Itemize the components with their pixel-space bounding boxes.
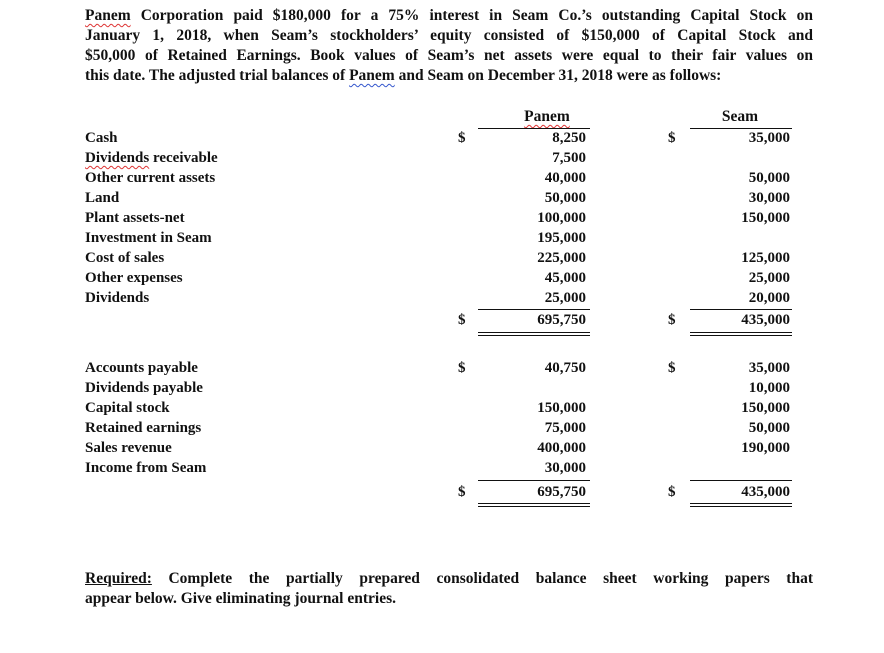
currency-symbol: $ [668,360,676,376]
seam-value-dividends-payable: 10,000 [748,380,790,396]
required-line-2 [85,589,813,609]
intro-panem-word: Panem [85,7,131,24]
intro-line-2 [85,26,813,46]
panem-value-land: 50,000 [544,190,586,206]
row-label-land: Land [85,190,120,206]
total-double-rule-panem-2 [478,335,590,336]
seam-credit-total: 435,000 [741,484,790,500]
total-double-rule-seam-1 [690,332,792,333]
panem-value-accounts-payable: 40,750 [544,360,586,376]
currency-symbol: $ [668,312,676,328]
total-double-rule-seam-2 [690,335,792,336]
seam-value-dividends: 20,000 [748,290,790,306]
required-label: Required: [85,570,152,587]
intro-line-1 [85,6,813,26]
row-label-dividends-word: Dividends [85,150,150,166]
panem-value-dividends-receivable: 7,500 [552,150,586,166]
subtotal-rule-panem-credit [478,480,590,481]
required-instructions [85,569,813,609]
row-label-capital-stock: Capital stock [85,400,170,416]
row-label-retained-earnings: Retained earnings [85,420,202,436]
intro-line-4 [85,66,813,86]
row-label-receivable-word: receivable [149,150,218,166]
intro-line-4-pre: this date. The adjusted trial balances of [85,67,350,84]
currency-symbol: $ [458,360,466,376]
subtotal-rule-panem [478,309,590,310]
required-line-1-text: Complete the partially prepared consolidated balance sheet working papers that [151,570,813,587]
intro-line-1-text: Corporation paid $180,000 for a 75% interest in Seam Co.’s outstanding Capital Stock on [130,7,813,24]
panem-value-plant-assets: 100,000 [537,210,586,226]
panem-debit-total: 695,750 [537,312,586,328]
panem-credit-total: 695,750 [537,484,586,500]
subtotal-rule-seam [690,309,792,310]
row-label-investment-in-seam: Investment in Seam [85,230,212,246]
intro-line-4-post: and Seam on December 31, 2018 were as follows: [394,67,722,84]
seam-value-sales-revenue: 190,000 [741,440,790,456]
currency-symbol: $ [458,312,466,328]
panem-value-income-from-seam: 30,000 [544,460,586,476]
total-double-rule-seam-credit-1 [690,503,792,504]
row-label-accounts-payable: Accounts payable [85,360,198,376]
panem-value-other-current-assets: 40,000 [544,170,586,186]
row-label-sales-revenue: Sales revenue [85,440,172,456]
currency-symbol: $ [458,130,466,146]
panem-value-dividends: 25,000 [544,290,586,306]
intro-line-2-text: January 1, 2018, when Seam’s stockholders’ equity consisted of $150,000 of Capital Stock and [85,27,813,44]
row-label-cost-of-sales: Cost of sales [85,250,165,266]
panem-value-sales-revenue: 400,000 [537,440,586,456]
problem-statement [85,6,813,86]
seam-value-cash: 35,000 [748,130,790,146]
seam-value-capital-stock: 150,000 [741,400,790,416]
panem-value-capital-stock: 150,000 [537,400,586,416]
row-label-dividends-receivable [85,150,218,167]
row-label-plant-assets: Plant assets-net [85,210,185,226]
row-label-other-current-assets: Other current assets [85,170,216,186]
seam-value-other-expenses: 25,000 [748,270,790,286]
intro-line-3 [85,46,813,66]
seam-value-retained-earnings: 50,000 [748,420,790,436]
seam-value-other-current-assets: 50,000 [748,170,790,186]
currency-symbol: $ [668,130,676,146]
currency-symbol: $ [668,484,676,500]
currency-symbol: $ [458,484,466,500]
row-label-income-from-seam: Income from Seam [85,460,207,476]
seam-value-land: 30,000 [748,190,790,206]
panem-value-other-expenses: 45,000 [544,270,586,286]
seam-value-cost-of-sales: 125,000 [741,250,790,266]
total-double-rule-panem-credit-2 [478,506,590,507]
panem-value-cash: 8,250 [552,130,586,146]
seam-debit-total: 435,000 [741,312,790,328]
row-label-cash: Cash [85,130,118,146]
intro-line-4-panem: Panem [349,67,395,84]
required-line-2-text: appear below. Give eliminating journal entries. [85,590,396,607]
total-double-rule-panem-1 [478,332,590,333]
row-label-dividends: Dividends [85,290,150,306]
column-header-seam: Seam [721,108,759,125]
panem-value-cost-of-sales: 225,000 [537,250,586,266]
header-rule-panem [478,128,590,129]
seam-value-plant-assets: 150,000 [741,210,790,226]
header-rule-seam [690,128,792,129]
seam-value-accounts-payable: 35,000 [748,360,790,376]
row-label-dividends-payable: Dividends payable [85,380,203,396]
total-double-rule-seam-credit-2 [690,506,792,507]
panem-value-investment-in-seam: 195,000 [537,230,586,246]
column-header-panem-text: Panem [524,108,570,125]
row-label-other-expenses: Other expenses [85,270,183,286]
column-header-panem [507,108,587,126]
total-double-rule-panem-credit-1 [478,503,590,504]
required-line-1 [85,569,813,589]
intro-line-3-text: $50,000 of Retained Earnings. Book values of Seam’s net assets were equal to their fair values on [85,47,813,64]
panem-value-retained-earnings: 75,000 [544,420,586,436]
subtotal-rule-seam-credit [690,480,792,481]
